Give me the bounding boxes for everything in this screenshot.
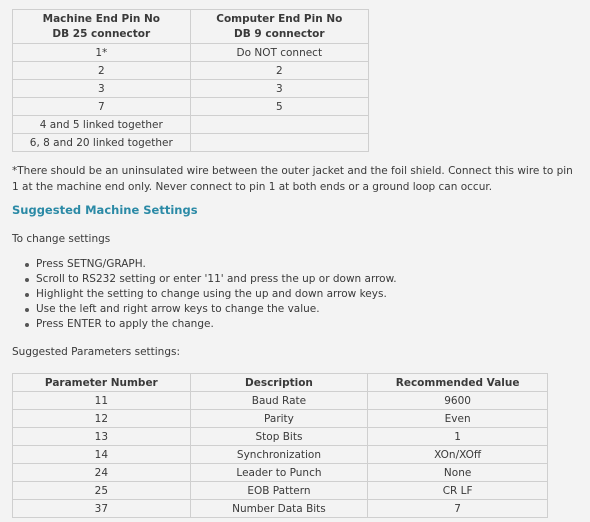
table-row — [13, 500, 548, 518]
table-row — [13, 80, 369, 98]
table-row — [13, 410, 548, 428]
header-line: DB 9 connector — [234, 27, 325, 40]
table-cell: 12 — [13, 410, 191, 428]
table-cell: 9600 — [368, 392, 548, 410]
table-row — [13, 116, 369, 134]
list-item: Use the left and right arrow keys to change the value. — [36, 302, 397, 317]
table-cell: XOn/XOff — [368, 446, 548, 464]
table-row — [13, 482, 548, 500]
section-heading: Suggested Machine Settings — [12, 203, 198, 217]
header-line: Machine End Pin No — [42, 12, 160, 25]
table-cell: Do NOT connect — [190, 44, 368, 62]
table-cell: 13 — [13, 428, 191, 446]
table-cell: Stop Bits — [190, 428, 368, 446]
table-cell: 24 — [13, 464, 191, 482]
table-row — [13, 62, 369, 80]
table-header-row — [13, 10, 369, 44]
table-cell: 5 — [190, 98, 368, 116]
table-cell: Parity — [190, 410, 368, 428]
table-cell: 6, 8 and 20 linked together — [13, 134, 191, 152]
table-cell: 14 — [13, 446, 191, 464]
table-cell: Even — [368, 410, 548, 428]
table-row — [13, 134, 369, 152]
table-cell: Baud Rate — [190, 392, 368, 410]
header-line: DB 25 connector — [52, 27, 151, 40]
wiring-footnote: *There should be an uninsulated wire between the outer jacket and the foil shield. Connect this wire to pin 1 at the machine end only. Never connect to pin 1 at both ends or a ground loop can occur. — [12, 165, 573, 193]
table-cell: Leader to Punch — [190, 464, 368, 482]
header-line: Computer End Pin No — [216, 12, 343, 25]
column-header-description: Description — [190, 374, 368, 392]
table-cell: 7 — [368, 500, 548, 518]
table-row — [13, 98, 369, 116]
table-row — [13, 44, 369, 62]
table-cell: 3 — [13, 80, 191, 98]
column-header-machine-end — [13, 10, 191, 44]
table-cell: Number Data Bits — [190, 500, 368, 518]
table-cell: Synchronization — [190, 446, 368, 464]
column-header-computer-end — [190, 10, 368, 44]
table-cell: 2 — [190, 62, 368, 80]
column-header-parameter-number: Parameter Number — [13, 374, 191, 392]
list-item: Scroll to RS232 setting or enter '11' and press the up or down arrow. — [36, 273, 397, 285]
change-settings-intro: To change settings — [12, 233, 111, 245]
table-cell: 2 — [13, 62, 191, 80]
table-header-row — [13, 374, 548, 392]
parameters-intro: Suggested Parameters settings: — [12, 346, 181, 358]
table-cell: 11 — [13, 392, 191, 410]
table-cell: 7 — [13, 98, 191, 116]
table-cell: None — [368, 464, 548, 482]
column-header-recommended-value: Recommended Value — [368, 374, 548, 392]
table-row — [13, 464, 548, 482]
table-cell: 1* — [13, 44, 191, 62]
table-row — [13, 392, 548, 410]
instruction-list — [22, 257, 397, 332]
table-cell: 25 — [13, 482, 191, 500]
table-cell: 4 and 5 linked together — [13, 116, 191, 134]
list-item: Press ENTER to apply the change. — [36, 317, 397, 332]
table-cell: EOB Pattern — [190, 482, 368, 500]
parameter-table — [12, 373, 548, 518]
table-cell: 37 — [13, 500, 191, 518]
list-item: Highlight the setting to change using the up and down arrow keys. — [36, 287, 397, 302]
pin-mapping-table — [12, 9, 369, 152]
table-row — [13, 428, 548, 446]
table-cell: 3 — [190, 80, 368, 98]
table-cell — [190, 116, 368, 134]
table-cell: 1 — [368, 428, 548, 446]
table-cell — [190, 134, 368, 152]
table-cell: CR LF — [368, 482, 548, 500]
list-item: Press SETNG/GRAPH. — [36, 257, 397, 272]
table-row — [13, 446, 548, 464]
